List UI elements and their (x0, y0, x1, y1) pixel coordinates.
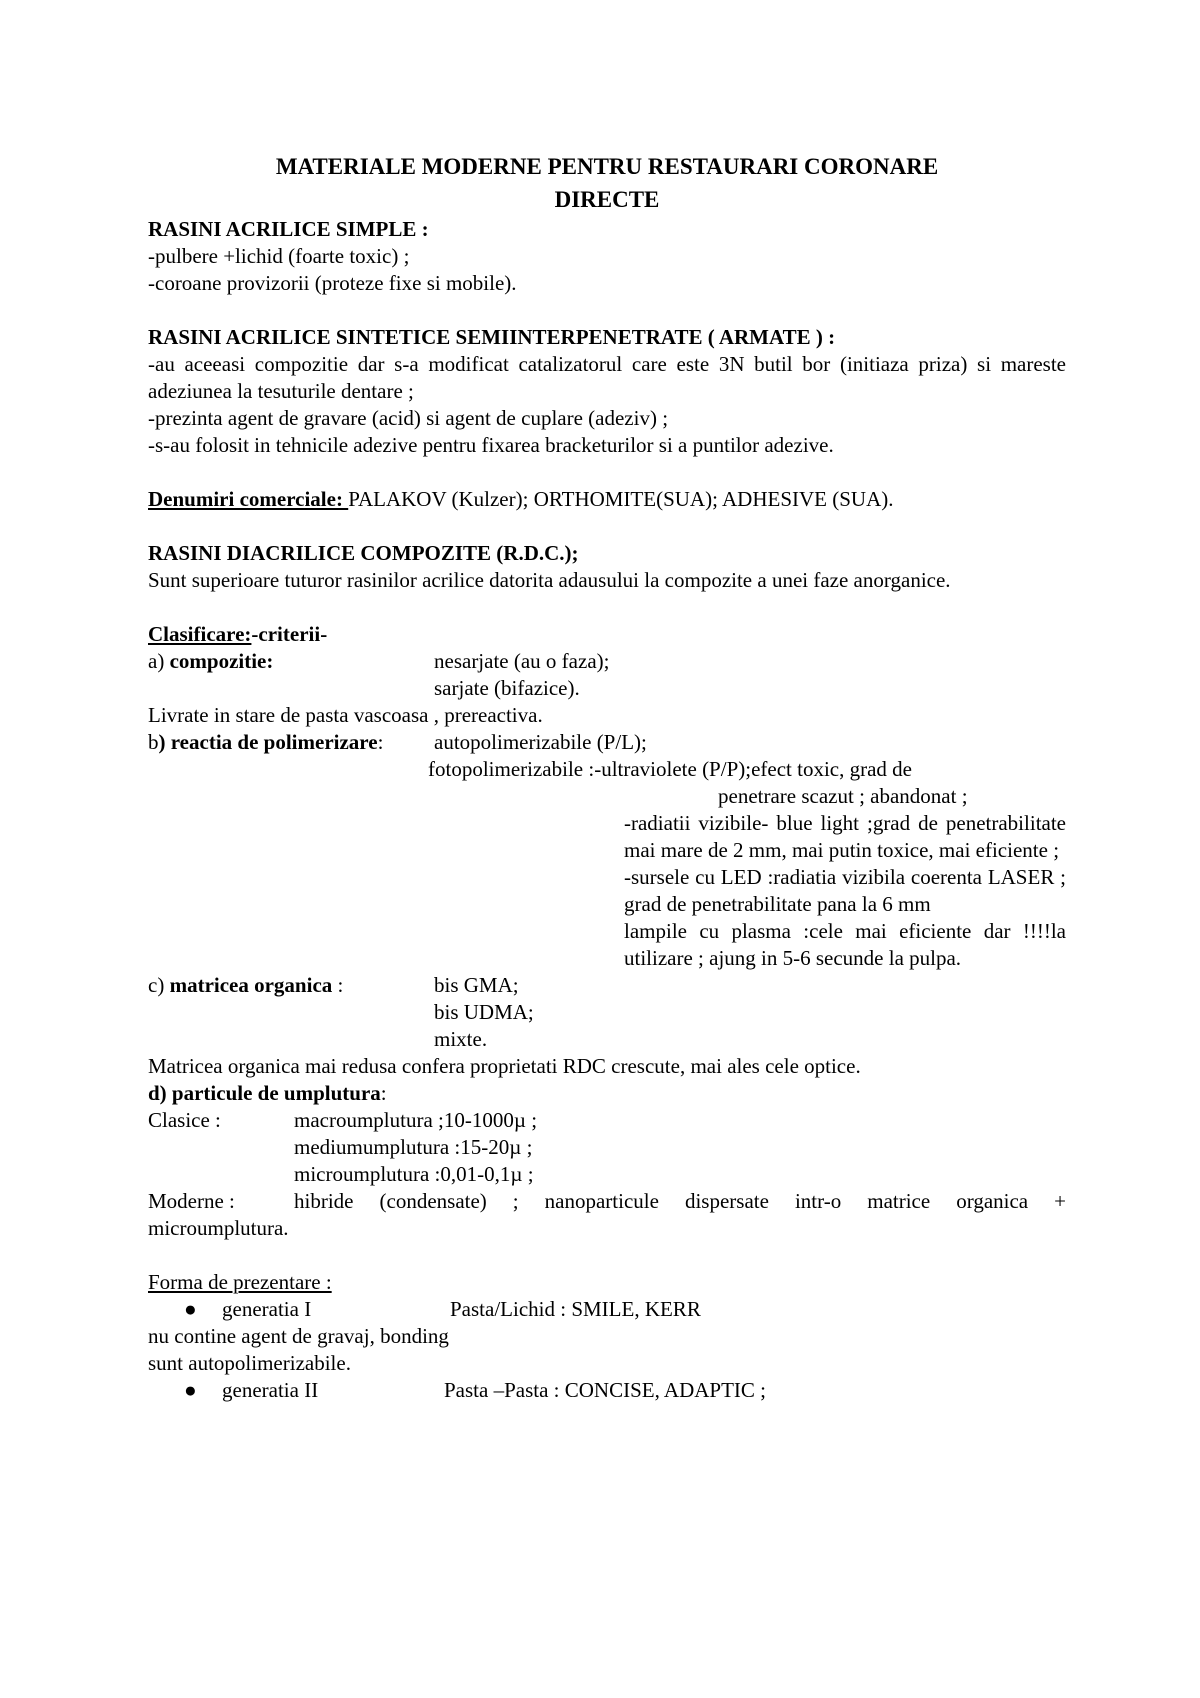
document-page: MATERIALE MODERNE PENTRU RESTAURARI CORONARE DIRECTE RASINI ACRILICE SIMPLE : -pulbere +lichid (foarte toxic) ; -coroane provizorii (proteze fixe si mobile). RASINI ACRILICE SINTETICE SEMIINTERPENETRATE ( ARMATE ) : -au aceeasi compozitie dar s-a modificat catalizatorul care este 3N butil bor (initiaza priza) si mareste adeziunea la tesuturile dentare ; -prezinta agent de gravare (acid) si agent de cuplare (adeziv) ; -s-au folosit in tehnicile adezive pentru fixarea bracketurilor si a puntilor adezive. Denumiri comerciale: PALAKOV (Kulzer); ORTHOMITE(SUA); ADHESIVE (SUA). RASINI DIACRILICE COMPOZITE (R.D.C.); Sunt superioare tuturor rasinilor acrilice datorita adausului la compozite a unei faze anorganice. Clasificare:-criterii- a) compozitie: nesarjate (au o faza); sarjate (bifazice). Livrate in stare de pasta vascoasa , prereactiva. b) reactia de polimerizare: autopolimerizabile (P/L); fotopolimerizabile :-ultraviolete (P/P);efect toxic, grad de penetrare scazut ; abandonat ; -radiatii vizibile- blue light ;grad de penetrabilitate mai mare de 2 mm, mai putin toxice, mai eficiente ; -sursele cu LED :radiatia vizibila coerenta LASER ; grad de penetrabilitate pana la 6 mm lampile cu plasma :cele mai eficiente dar !!!!la utilizare ; ajung in 5-6 secunde la pulpa. c) matricea organica : bis GMA; bis UDMA; mixte. Matricea organica mai redusa confera proprietati RDC crescute, mai ales cele optice. d) particule de umplutura: Clasice : macroumplutura ;10-1000µ ; mediumumplutura :15-20µ ; microumplutura :0,01-0,1µ ; Moderne : hibride (condensate) ; nanoparticule dispersate intr-o matrice organica + microumplutura. Forma de prezentare : ● generatia I Pasta/Lichid : SMILE, KERR nu contine agent de gravaj, bonding sunt autopolimerizabile. ● generatia II Pasta –Pasta : CONCISE, ADAPTIC ; (148, 150, 1066, 1404)
criterion-a-label: compozitie: (169, 649, 274, 673)
classification-suffix: -criterii- (251, 622, 328, 646)
text-line: -coroane provizorii (proteze fixe si mobile). (148, 271, 517, 295)
text-paragraph: -au aceeasi compozitie dar s-a modificat catalizatorul care este 3N butil bor (initiaza priza) si mareste adeziunea la tesuturile dentare ; (148, 352, 1066, 403)
commercial-names (148, 486, 1066, 513)
criterion-c: c) matricea organica : bis GMA; (148, 973, 519, 997)
heading-simple-acrylic: RASINI ACRILICE SIMPLE : (148, 217, 429, 241)
classification-heading (148, 621, 1066, 648)
commercial-label: Denumiri comerciale: (148, 487, 349, 511)
filler-modern: Moderne : hibride (condensate) ; nanoparticule dispersate intr-o matrice organica + (148, 1189, 1066, 1213)
text-line: -pulbere +lichid (foarte toxic) ; (148, 244, 410, 268)
criterion-b-label: ) reactia de polimerizare (158, 730, 378, 754)
criterion-b: b) reactia de polimerizare: autopolimerizabile (P/L); (148, 730, 647, 754)
filler-classic: Clasice : macroumplutura ;10-1000µ ; (148, 1108, 538, 1132)
text-line: -s-au folosit in tehnicile adezive pentru fixarea bracketurilor si a puntilor adezive. (148, 433, 834, 457)
criterion-a: a) compozitie: nesarjate (au o faza); (148, 649, 610, 673)
text-line: Sunt superioare tuturor rasinilor acrilice datorita adausului la compozite a unei faze anorganice. (148, 568, 951, 592)
text-line: Livrate in stare de pasta vascoasa , prereactiva. (148, 703, 543, 727)
commercial-text: PALAKOV (Kulzer); ORTHOMITE(SUA); ADHESIVE (SUA). (348, 487, 894, 511)
text-line: -prezinta agent de gravare (acid) si agent de cuplare (adeziv) ; (148, 406, 669, 430)
bullet-icon: ● (184, 1378, 197, 1402)
criterion-d: d) particule de umplutura: (148, 1081, 387, 1105)
presentation-heading: Forma de prezentare : (148, 1270, 332, 1294)
classification-label: Clasificare: (148, 622, 252, 646)
heading-synthetic-acrylic: RASINI ACRILICE SINTETICE SEMIINTERPENETRATE ( ARMATE ) : (148, 325, 836, 349)
text-line: Matricea organica mai redusa confera proprietati RDC crescute, mai ales cele optice. (148, 1054, 861, 1078)
bullet-icon: ● (184, 1297, 197, 1321)
criterion-d-label: d) particule de umplutura (148, 1081, 381, 1105)
criterion-c-label: matricea organica (169, 973, 333, 997)
title-line-2: DIRECTE (554, 187, 660, 212)
title-line-1: MATERIALE MODERNE PENTRU RESTAURARI CORONARE (275, 154, 939, 179)
list-item: ● generatia I Pasta/Lichid : SMILE, KERR (148, 1296, 1066, 1323)
list-item: ● generatia II Pasta –Pasta : CONCISE, ADAPTIC ; (148, 1377, 1066, 1404)
heading-composite: RASINI DIACRILICE COMPOZITE (R.D.C.); (148, 541, 579, 565)
